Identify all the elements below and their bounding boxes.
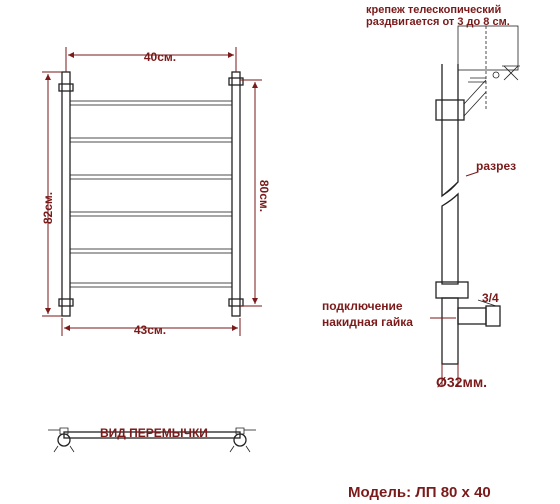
rung xyxy=(70,212,232,216)
dimension-width-bottom xyxy=(62,318,240,337)
rungs xyxy=(70,101,232,287)
upper-wall-bracket xyxy=(436,100,464,120)
left-bottom-bracket xyxy=(59,299,73,306)
connection-pipe xyxy=(458,308,486,324)
jumper-view xyxy=(48,426,256,452)
height-left-label: 82см. xyxy=(41,191,55,225)
dimension-width-top xyxy=(66,47,236,72)
left-top-bracket xyxy=(59,84,73,91)
rung xyxy=(70,175,232,179)
mount-label-line2: раздвигается от 3 до 8 см. xyxy=(366,16,510,28)
lower-tube xyxy=(442,194,458,284)
right-top-bracket xyxy=(229,78,243,85)
diameter-label: Ø32мм. xyxy=(436,374,488,390)
side-view xyxy=(322,4,520,390)
height-right-label: 80см. xyxy=(257,179,271,213)
rung xyxy=(70,283,232,287)
thread-label: 3/4 xyxy=(482,291,499,305)
upper-tube xyxy=(442,64,458,196)
front-view xyxy=(41,47,271,337)
mount-label-line1: крепеж телескопический xyxy=(366,4,502,16)
dimension-height-left xyxy=(41,72,62,316)
jumper-view-label: ВИД ПЕРЕМЫЧКИ xyxy=(100,426,208,440)
width-bottom-label: 43см. xyxy=(133,323,167,337)
connection-label-line2: накидная гайка xyxy=(322,315,413,329)
rung xyxy=(70,101,232,105)
left-tube xyxy=(62,72,70,316)
cut-label: разрез xyxy=(476,159,517,173)
union-nut xyxy=(486,306,500,326)
bottom-tube xyxy=(442,298,458,364)
dimension-height-right xyxy=(240,80,271,306)
right-tube xyxy=(232,72,240,316)
model-label: Модель: ЛП 80 х 40 xyxy=(348,484,491,501)
rung xyxy=(70,138,232,142)
telescopic-mount xyxy=(458,26,518,70)
right-bottom-bracket xyxy=(229,299,243,306)
connection-label-line1: подключение xyxy=(322,299,403,313)
width-top-label: 40см. xyxy=(143,50,177,64)
rung xyxy=(70,249,232,253)
